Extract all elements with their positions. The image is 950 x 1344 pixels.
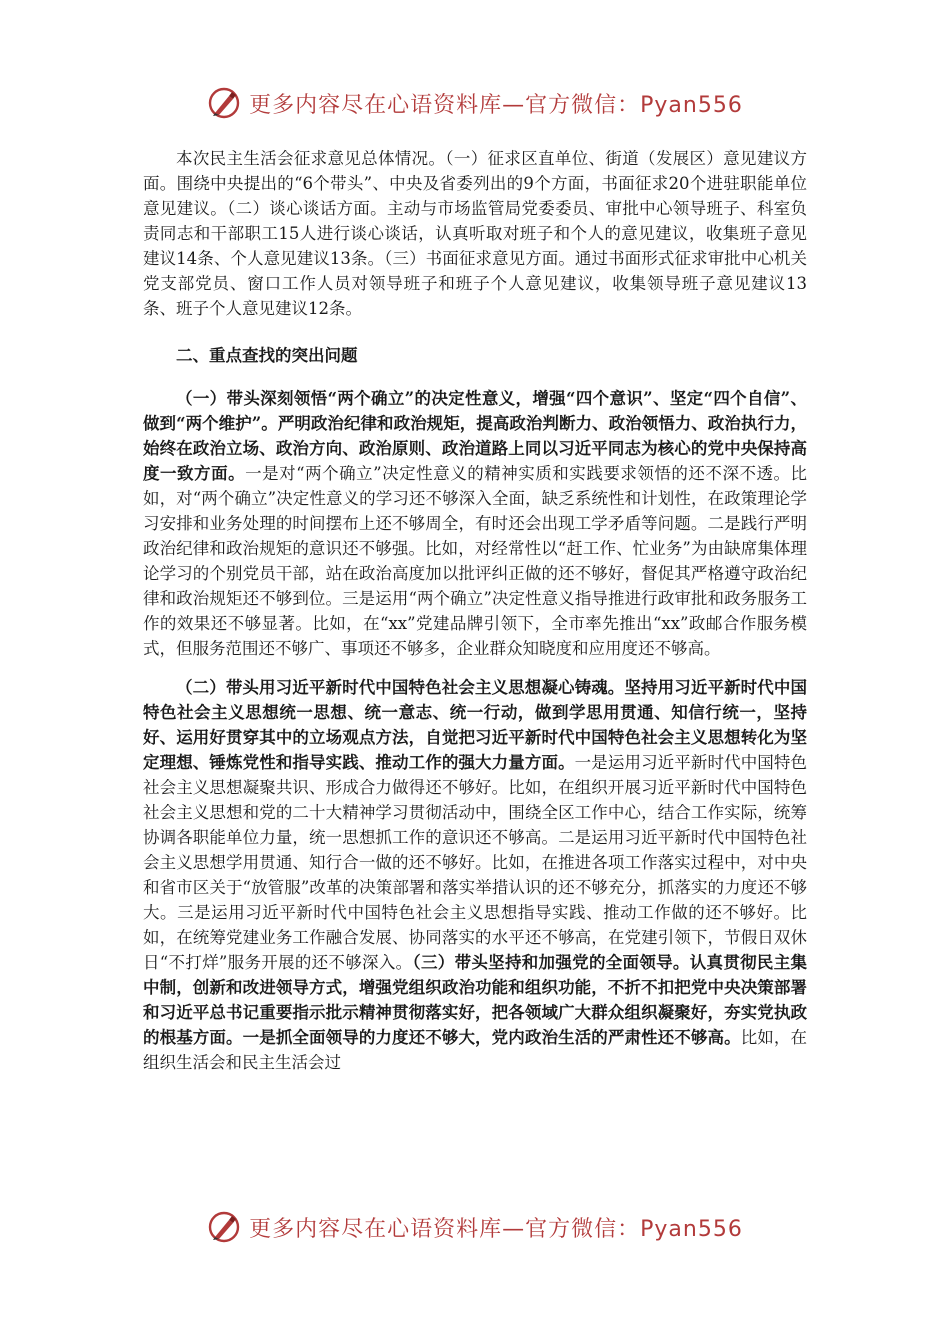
section-heading: 二、重点查找的突出问题	[176, 346, 358, 365]
pen-logo-icon	[207, 86, 241, 120]
section-1-text: 一是对“两个确立”决定性意义的精神实质和实践要求领悟的还不深不透。比如，对“两个确立”决定性意义的学习还不够深入全面，缺乏系统性和计划性，在政策理论学习安排和业务处理的时间摆布上还不够周全，有时还会出现工学矛盾等问题。二是践行严明政治纪律和政治规矩的意识还不够强。比如，对经常性以“赶工作、忙业务”为由缺席集体理论学习的个别党员干部，站在政治高度加以批评纠正做的还不够好，督促其严格遵守政治纪律和政治规矩还不够到位。三是运用“两个确立”决定性意义指导推进行政审批和政务服务工作的效果还不够显著。比如，在“xx”党建品牌引领下，全市率先推出“xx”政邮合作服务模式，但服务范围还不够广、事项还不够多，企业群众知晓度和应用度还不够高。	[143, 464, 808, 658]
watermark-text-footer: 更多内容尽在心语资料库—官方微信：Pyan556	[249, 1216, 743, 1242]
section-2-bold: （二）带头用习近平新时代中国特色社会主义思想凝心铸魂。坚持用习近平新时代中国特色社会主义思想统一思想、统一意志、统一行动，做到学思用贯通、知信行统一，坚持好、运用好贯穿其中的立场观点方法，自觉把习近平新时代中国特色社会主义思想转化为坚定理想、锤炼党性和指导实践、推动工作的强大力量方面。	[143, 678, 807, 772]
section-1-bold: （一）带头深刻领悟“两个确立”的决定性意义，增强“四个意识”、坚定“四个自信”、做到“两个维护”。严明政治纪律和政治规矩，提高政治判断力、政治领悟力、政治执行力，始终在政治立场、政治方向、政治原则、政治道路上同以习近平同志为核心的党中央保持高度一致方面。	[143, 389, 807, 483]
section-3-text: 比如，在组织生活会和民主生活会过	[143, 1028, 808, 1072]
section-3-bold: （三）带头坚持和加强党的全面领导。认真贯彻民主集中制，创新和改进领导方式，增强党组织政治功能和组织功能，不折不扣把党中央决策部署和习近平总书记重要指示批示精神贯彻落实好，把各领域广大群众组织凝聚好，夯实党执政的根基方面。一是抓全面领导的力度还不够大，党内政治生活的严肃性还不够高。	[143, 953, 807, 1047]
intro-paragraph: 本次民主生活会征求意见总体情况。（一）征求区直单位、街道（发展区）意见建议方面。围绕中央提出的“6个带头”、中央及省委列出的9个方面，书面征求20个进驻职能单位意见建议。（二）谈心谈话方面。主动与市场监管局党委委员、审批中心领导班子、科室负责同志和干部职工15人进行谈心谈话，认真听取对班子和个人的意见建议，收集班子意见建议14条、个人意见建议13条。（三）书面征求意见方面。通过书面形式征求审批中心机关党支部党员、窗口工作人员对领导班子和班子个人意见建议，收集领导班子意见建议13条、班子个人意见建议12条。	[143, 149, 807, 318]
pen-logo-icon	[207, 1210, 241, 1244]
section-2-text: 一是运用习近平新时代中国特色社会主义思想凝聚共识、形成合力做得还不够好。比如，在组织开展习近平新时代中国特色社会主义思想和党的二十大精神学习贯彻活动中，围绕全区工作中心，结合工作实际，统筹协调各职能单位力量，统一思想抓工作的意识还不够高。二是运用习近平新时代中国特色社会主义思想学用贯通、知行合一做的还不够好。比如，在推进各项工作落实过程中，对中央和省市区关于“放管服”改革的决策部署和落实举措认识的还不够充分，抓落实的力度还不够大。三是运用习近平新时代中国特色社会主义思想指导实践、推动工作做的还不够好。比如，在统筹党建业务工作融合发展、协同落实的水平还不够高，在党建引领下，节假日双休日“不打烊”服务开展的还不够深入。	[143, 753, 808, 972]
section-1-paragraph	[143, 386, 807, 661]
section-2-paragraph	[143, 675, 807, 1075]
watermark-header	[0, 86, 950, 120]
watermark-text: 更多内容尽在心语资料库—官方微信：Pyan556	[249, 92, 743, 118]
watermark-footer	[0, 1210, 950, 1244]
document-body	[143, 146, 807, 1075]
